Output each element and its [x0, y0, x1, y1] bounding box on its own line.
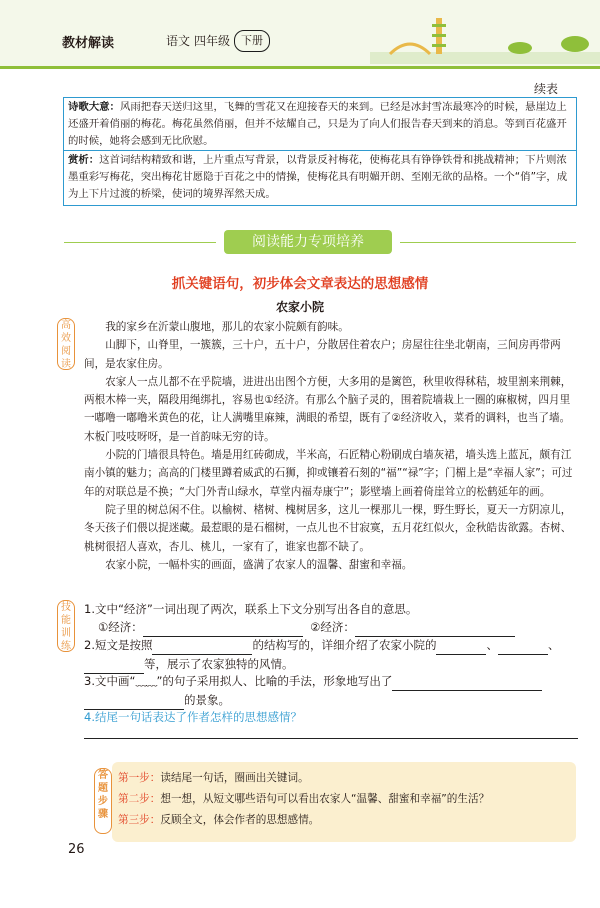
- book-name: 教材解读: [62, 36, 115, 51]
- q1-answer-b-label: ②经济：: [310, 620, 355, 634]
- answer-steps-box: [112, 762, 576, 842]
- q4-answer-line[interactable]: [84, 738, 578, 739]
- question-2: 2.短文是按照 的结构写的，详细介绍了农家小院的 、 、 等，展示了农家独特的风情。: [84, 636, 584, 674]
- poem-meaning-label: 诗歌大意：: [68, 101, 120, 113]
- subject-label: 语文: [166, 34, 191, 48]
- q1-answer-a-blank[interactable]: [143, 618, 303, 637]
- poem-meaning-row: [64, 98, 576, 151]
- banner-line-right: [400, 242, 576, 243]
- continued-label: 续表: [533, 82, 558, 96]
- poem-meaning-text: 风雨把春天送归这里，飞舞的雪花又在迎接春天的来到。已经是冰封雪冻最寒冷的时候，悬崖边上还盛开着俏丽的梅花。梅花虽然俏丽，但并不炫耀自己，只是为了向人们报告春天到来的消息。等到百花盛开的时候，她将会感到无比欣慰。: [68, 101, 567, 147]
- appreciation-label: 赏析：: [68, 154, 100, 166]
- topic-heading: 抓关键语句，初步体会文章表达的思想感情: [171, 276, 429, 292]
- wavy-underline-icon: ﹏﹏: [135, 674, 157, 688]
- side-label-training: 技能训练: [57, 600, 75, 652]
- banner-line-left: [64, 242, 216, 243]
- step-1-text: 读结尾一句话，圈画出关键词。: [160, 772, 309, 784]
- poem-table: [63, 97, 577, 206]
- pagoda-illustration: [370, 4, 600, 64]
- step-3-key: 第三步：: [118, 814, 161, 826]
- volume-badge: 下册: [234, 30, 270, 52]
- q2-blank-1[interactable]: [436, 636, 486, 655]
- page-header: [0, 0, 600, 69]
- q3-blank-1[interactable]: [392, 672, 542, 691]
- question-4: 4.结尾一句话表达了作者怎样的思想感情？: [84, 710, 302, 724]
- appreciation-row: [68, 152, 572, 203]
- article-paragraph: 山脚下，山脊里，一簇簇，三十户，五十户，分散居住着农户；房屋往往坐北朝南，三间房再带两间，是农家住房。: [84, 339, 561, 370]
- step-2-text: 想一想，从短文哪些语句可以看出农家人“温馨、甜蜜和幸福”的生活？: [160, 793, 490, 805]
- grade-label: 四年级: [194, 34, 231, 48]
- article-body: [84, 318, 578, 574]
- q2-blank-2[interactable]: [498, 636, 548, 655]
- question-3: 3.文中画“﹏﹏”的句子采用拟人、比喻的手法，形象地写出了 的景象。: [84, 672, 584, 710]
- appreciation-text: 这首词结构精致和谐，上片重点写背景，以背景反衬梅花，使梅花具有铮铮铁骨和挑战精神；下片则浓墨重彩写梅花，突出梅花甘愿隐于百花之中的情操，使梅花具有明媚开朗、至刚无欲的品格。一个“俏”字，成为上下片过渡的桥梁，使词的境界浑然天成。: [68, 154, 568, 200]
- q1-answer-b-blank[interactable]: [355, 618, 515, 637]
- question-1-answers: [98, 618, 578, 637]
- step-2-key: 第二步：: [118, 793, 161, 805]
- steps-label: 答题步骤: [94, 768, 112, 834]
- article-title: 农家小院: [275, 300, 324, 314]
- section-banner: 阅读能力专项培养: [224, 230, 392, 254]
- article-paragraph: 农家小院，一幅朴实的画面，盛满了农家人的温馨、甜蜜和幸福。: [105, 558, 413, 571]
- article-paragraph: 我的家乡在沂蒙山腹地，那儿的农家小院颇有韵味。: [105, 321, 349, 333]
- article-paragraph: 院子里的树总闲不住。以榆树、楮树、槐树居多，这儿一棵那儿一棵，野生野长，夏天一方阴凉儿，冬天孩子们偎以捉迷藏。最惹眼的是石榴树，一点儿也不甘寂寞，五月花红似火，金秋皓齿欲露。杏树、桃树很招人喜欢，杏儿、桃儿，一家有了，谁家也都不缺了。: [84, 503, 572, 553]
- q2-blank-structure[interactable]: [152, 636, 252, 655]
- page-number: 26: [68, 842, 85, 857]
- question-1: 1.文中“经济”一词出现了两次，联系上下文分别写出各自的意思。: [84, 602, 418, 616]
- step-3-text: 反顾全文，体会作者的思想感情。: [160, 814, 320, 826]
- step-1-key: 第一步：: [118, 772, 161, 784]
- article-paragraph: 小院的门墙很具特色。墙是用红砖砌成，半米高，石匠精心粉刷成白墙灰裙，墙头选上蓝瓦，颇有江南小镇的魅力；高高的门楼里蹲着威武的石狮，抑或镶着石刻的“福”“禄”字；门楣上是“幸福人家”；可过年的对联总是不换；“大门外青山绿水，草堂内福寿康宁”；影壁墙上画着倚崖耸立的松鹤延年的画。: [84, 449, 573, 498]
- q1-answer-a-label: ①经济：: [98, 620, 143, 634]
- side-label-reading: 高效阅读: [57, 318, 75, 370]
- article-paragraph: 农家人一点儿都不在乎院墙，进进出出图个方便，大多用的是篱笆，秋里收得秫秸，坡里割来荆棘，两根木棒一夹，隔段用绳绑扎，容易也①经济。有那么个脑子灵的，围着院墙栽上一圈的麻椒树，四月里一嘟噜一嘟噜米黄色的花，让人满嘴里麻辣，满眼的希望，既有了②经济收入，菜肴的调料，也当了墙。木板门吱吱呀呀，是一首韵味无穷的诗。: [84, 375, 572, 443]
